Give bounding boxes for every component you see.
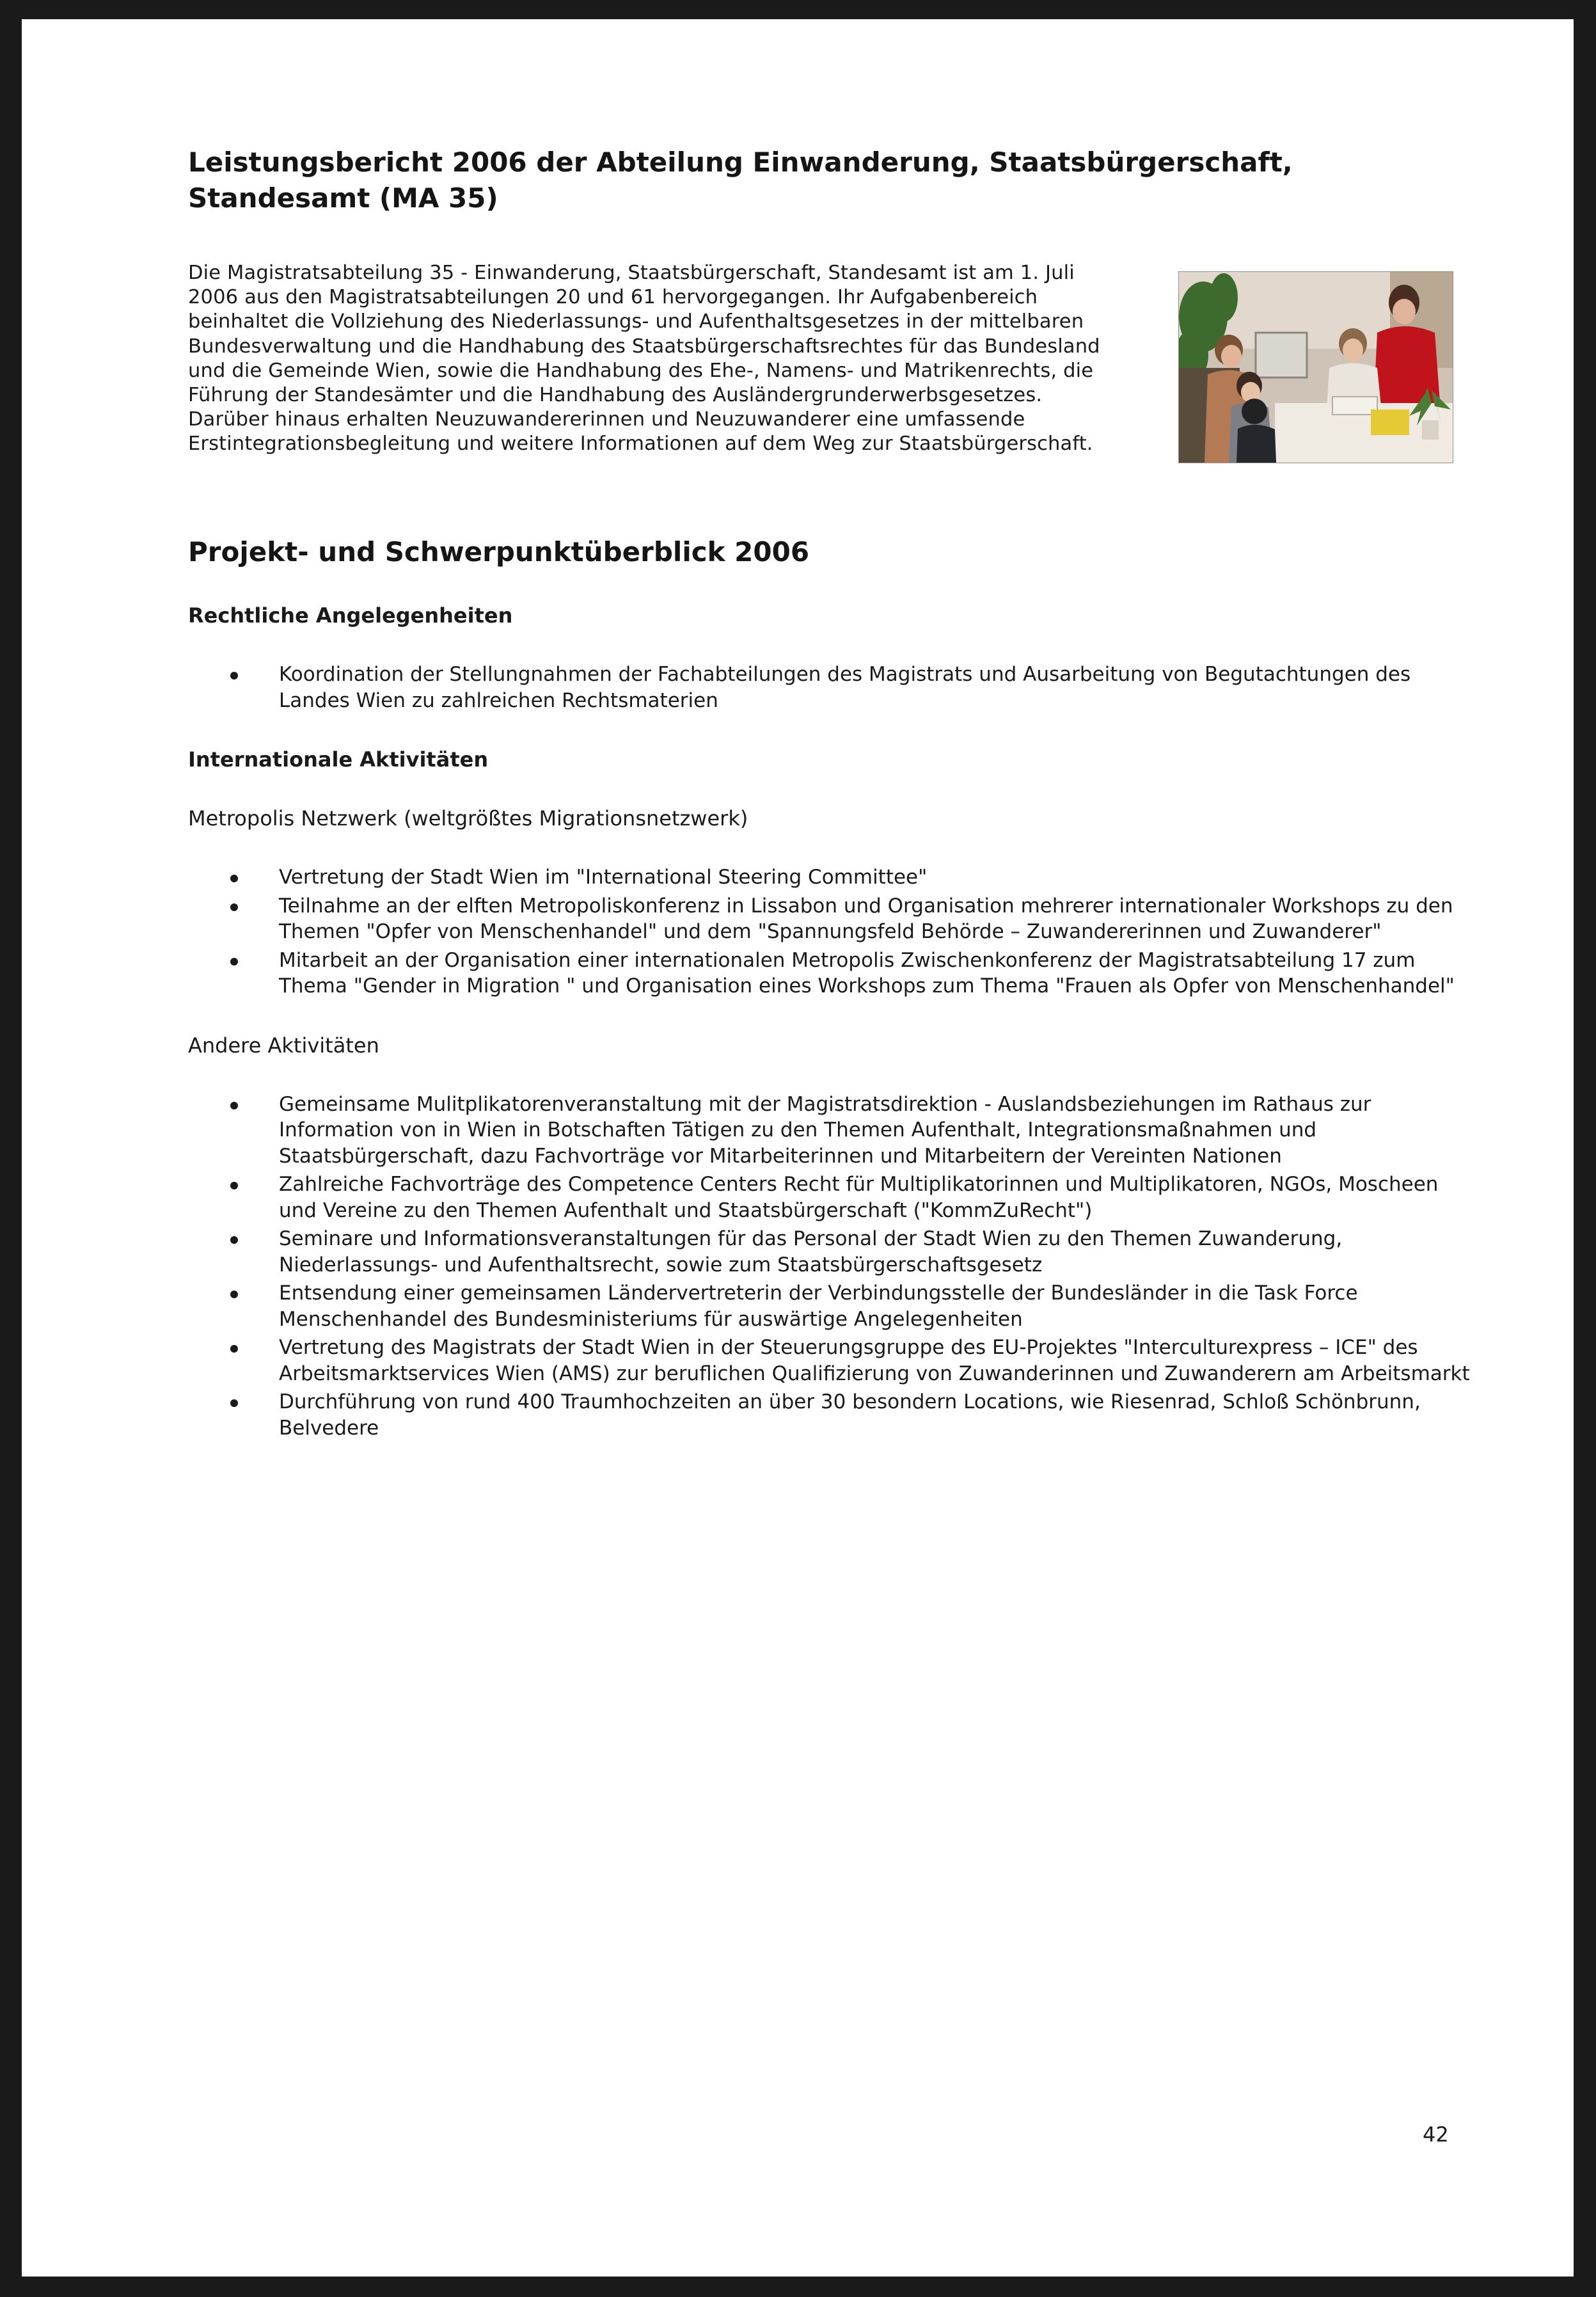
legal-heading: Rechtliche Angelegenheiten <box>188 603 513 628</box>
list-item-text: Vertretung der Stadt Wien im "International Steering Committee" <box>279 866 928 889</box>
bullet-icon <box>230 1399 238 1407</box>
page-content <box>188 145 1480 1443</box>
list-item-text: Seminare und Informationsveranstaltungen für das Personal der Stadt Wien zu den Themen Zuwanderung, Niederlassungs- und Aufenthaltsrecht, sowie zum Staatsbürgerschaftsgesetz <box>279 1227 1343 1276</box>
other-activities-label: Andere Aktivitäten <box>188 1033 379 1058</box>
bullet-icon <box>230 672 238 680</box>
international-heading: Internationale Aktivitäten <box>188 747 489 772</box>
list-item <box>188 1335 1480 1387</box>
list-item-text: Gemeinsame Mulitplikatorenveranstaltung mit der Magistratsdirektion - Auslandsbeziehungen im Rathaus zur Information von in Wien in Botschaften Tätigen zu den Themen Aufenthalt, Integrationsmaßnahmen und Staatsbürgerschaft, dazu Fachvorträge vor Mitarbeiterinnen und Mitarbeitern der Vereinten Nationen <box>279 1092 1371 1168</box>
office-photo <box>1178 271 1453 463</box>
bullet-icon <box>230 875 238 882</box>
list-item <box>188 893 1480 945</box>
legal-list <box>188 662 1480 713</box>
bullet-icon <box>230 1102 238 1109</box>
list-item <box>188 1226 1480 1278</box>
list-item <box>188 1092 1480 1170</box>
page-title: Leistungsbericht 2006 der Abteilung Einwanderung, Staatsbürgerschaft, Standesamt (MA 35) <box>188 147 1293 214</box>
overview-heading: Projekt- und Schwerpunktüberblick 2006 <box>188 536 810 568</box>
list-item-text: Durchführung von rund 400 Traumhochzeiten an über 30 besondern Locations, wie Riesenrad, Schloß Schönbrunn, Belvedere <box>279 1390 1421 1440</box>
other-activities-list <box>188 1092 1480 1442</box>
bullet-icon <box>230 958 238 966</box>
list-item <box>188 1172 1480 1223</box>
list-item <box>188 1389 1480 1441</box>
list-item-text: Vertretung des Magistrats der Stadt Wien in der Steuerungsgruppe des EU-Projektes "Interculturexpress – ICE" des Arbeitsmarktservices Wien (AMS) zur beruflichen Qualifizierung von Zuwanderinnen und Zuwanderern am Arbeitsmarkt <box>279 1336 1470 1385</box>
intro-section <box>188 261 1480 491</box>
list-item <box>188 864 1480 891</box>
list-item-text: Entsendung einer gemeinsamen Ländervertreterin der Verbindungsstelle der Bundesländer in die Task Force Menschenhandel des Bundesministeriums für auswärtige Angelegenheiten <box>279 1282 1358 1331</box>
bullet-icon <box>230 1291 238 1298</box>
list-item-text: Teilnahme an der elften Metropoliskonferenz in Lissabon und Organisation mehrerer internationaler Workshops zu den Themen "Opfer von Menschenhandel" und dem "Spannungsfeld Behörde – Zuwandererinnen und Zuwanderer" <box>279 894 1453 943</box>
bullet-icon <box>230 1182 238 1189</box>
list-item <box>188 948 1480 999</box>
bullet-icon <box>230 1345 238 1353</box>
bullet-icon <box>230 903 238 911</box>
metropolis-list <box>188 864 1480 999</box>
list-item-text: Koordination der Stellungnahmen der Fachabteilungen des Magistrats und Ausarbeitung von Begutachtungen des Landes Wien zu zahlreichen Rechtsmaterien <box>279 663 1411 712</box>
list-item-text: Zahlreiche Fachvorträge des Competence Centers Recht für Multiplikatorinnen und Multiplikatoren, NGOs, Moscheen und Vereine zu den Themen Aufenthalt und Staatsbürgerschaft ("KommZuRecht") <box>279 1173 1439 1222</box>
metropolis-label: Metropolis Netzwerk (weltgrößtes Migrationsnetzwerk) <box>188 806 748 831</box>
page-number: 42 <box>1423 2122 1449 2147</box>
office-photo-illustration <box>1179 272 1453 463</box>
intro-paragraph: Die Magistratsabteilung 35 - Einwanderung, Staatsbürgerschaft, Standesamt ist am 1. Juli 2006 aus den Magistratsabteilungen 20 und 61 hervorgegangen. Ihr Aufgabenbereich beinhaltet die Vollziehung des Niederlassungs- und Aufenthaltsgesetzes in der mittelbaren Bundesverwaltung und die Handhabung des Staatsbürgerschaftsrechtes für das Bundesland und die Gemeinde Wien, sowie die Handhabung des Ehe-, Namens- und Matrikenrechts, die Führung der Standesämter und die Handhabung des Ausländergrunderwerbsgesetzes. Darüber hinaus erhalten Neuzuwandererinnen und Neuzuwanderer eine umfassende Erstintegrationsbegleitung und weitere Informationen auf dem Weg zur Staatsbürgerschaft. <box>188 262 1100 456</box>
list-item <box>188 1280 1480 1332</box>
list-item-text: Mitarbeit an der Organisation einer internationalen Metropolis Zwischenkonferenz der Magistratsabteilung 17 zum Thema "Gender in Migration " und Organisation eines Workshops zum Thema "Frauen als Opfer von Menschenhandel" <box>279 948 1455 997</box>
bullet-icon <box>230 1236 238 1244</box>
list-item <box>188 662 1480 713</box>
document-page <box>22 19 1574 2277</box>
